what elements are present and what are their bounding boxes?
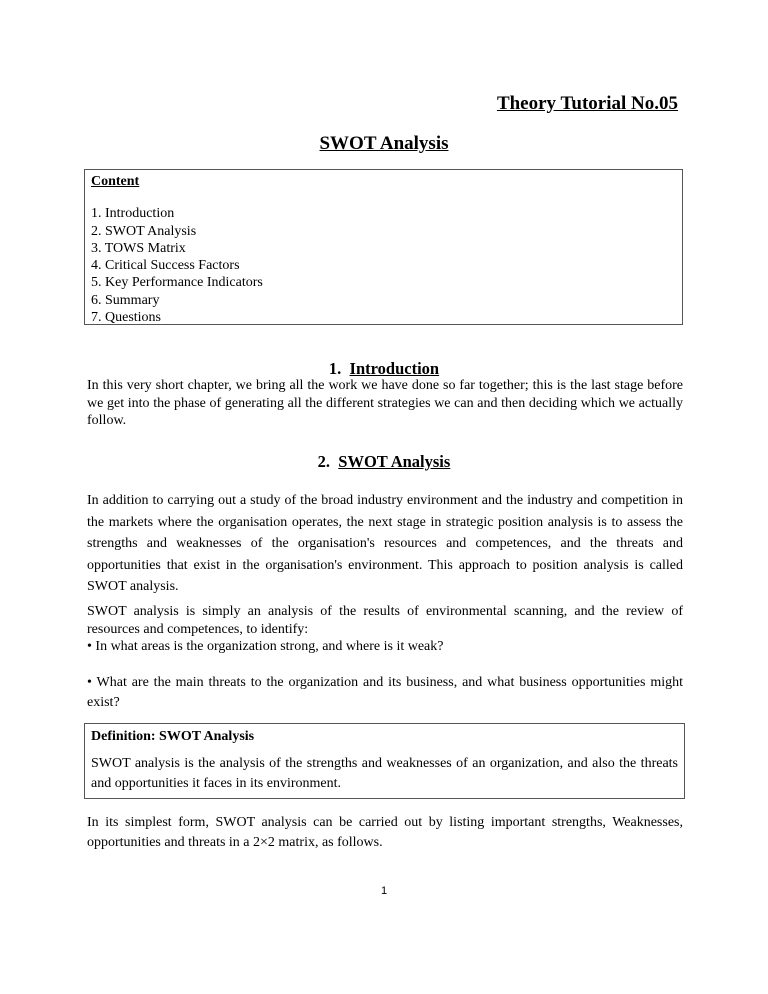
page-number: 1: [380, 885, 388, 897]
document-title: SWOT Analysis: [319, 133, 449, 154]
swot-paragraph-3: [87, 673, 683, 713]
contents-item: 4. Critical Success Factors: [91, 258, 240, 274]
contents-item: 2. SWOT Analysis: [91, 223, 197, 239]
paragraph-text: In its simplest form, SWOT analysis can be carried out by listing important strengths, Weaknesses, opportunities and threats in a 2×2 matrix, as follows.: [87, 815, 683, 850]
definition-heading: Definition: SWOT Analysis: [91, 729, 255, 744]
contents-heading: Content: [91, 174, 140, 189]
tutorial-title: Theory Tutorial No.05: [496, 93, 678, 114]
section-title: Introduction: [349, 359, 440, 378]
contents-box: [84, 169, 683, 325]
contents-item: 1. Introduction: [91, 206, 175, 222]
contents-list: [91, 205, 676, 326]
paragraph-text: In this very short chapter, we bring all the work we have done so far together; this is the last stage before we get into the phase of generating all the different strategies we can and then deciding which we actually follow.: [87, 378, 683, 428]
definition-box: [84, 723, 685, 799]
contents-item: 5. Key Performance Indicators: [91, 275, 263, 291]
definition-body: SWOT analysis is the analysis of the strengths and weaknesses of an organization, and also the threats and opportunities it faces in its environment.: [91, 756, 678, 791]
contents-item: 6. Summary: [91, 292, 160, 308]
swot-paragraph-1: [87, 490, 683, 598]
bullet-item: • In what areas is the organization strong, and where is it weak?: [87, 639, 444, 654]
contents-item: 3. TOWS Matrix: [91, 240, 186, 256]
swot-paragraph-4: [87, 813, 683, 853]
section-title: SWOT Analysis: [338, 452, 451, 471]
contents-item: 7. Questions: [91, 310, 161, 326]
section-number: 2.: [317, 452, 331, 471]
section-2-heading: [0, 452, 768, 472]
bullet-item: • What are the main threats to the organization and its business, and what business opportunities might exist?: [87, 675, 683, 710]
section-1-heading: [0, 359, 768, 379]
section-number: 1.: [328, 359, 342, 378]
swot-paragraph-2: [87, 603, 683, 656]
paragraph-text: In addition to carrying out a study of the broad industry environment and the industry and competition in the markets where the organisation operates, the next stage in strategic position analysis is to assess the strengths and weaknesses of the organisation's resources and competences, and the threats and opportunities that exist in the organisation's environment. This approach to position analysis is called SWOT analysis.: [87, 493, 683, 594]
introduction-paragraph: [87, 377, 683, 430]
paragraph-text: SWOT analysis is simply an analysis of the results of environmental scanning, and the review of resources and competences, to identify:: [87, 604, 683, 637]
